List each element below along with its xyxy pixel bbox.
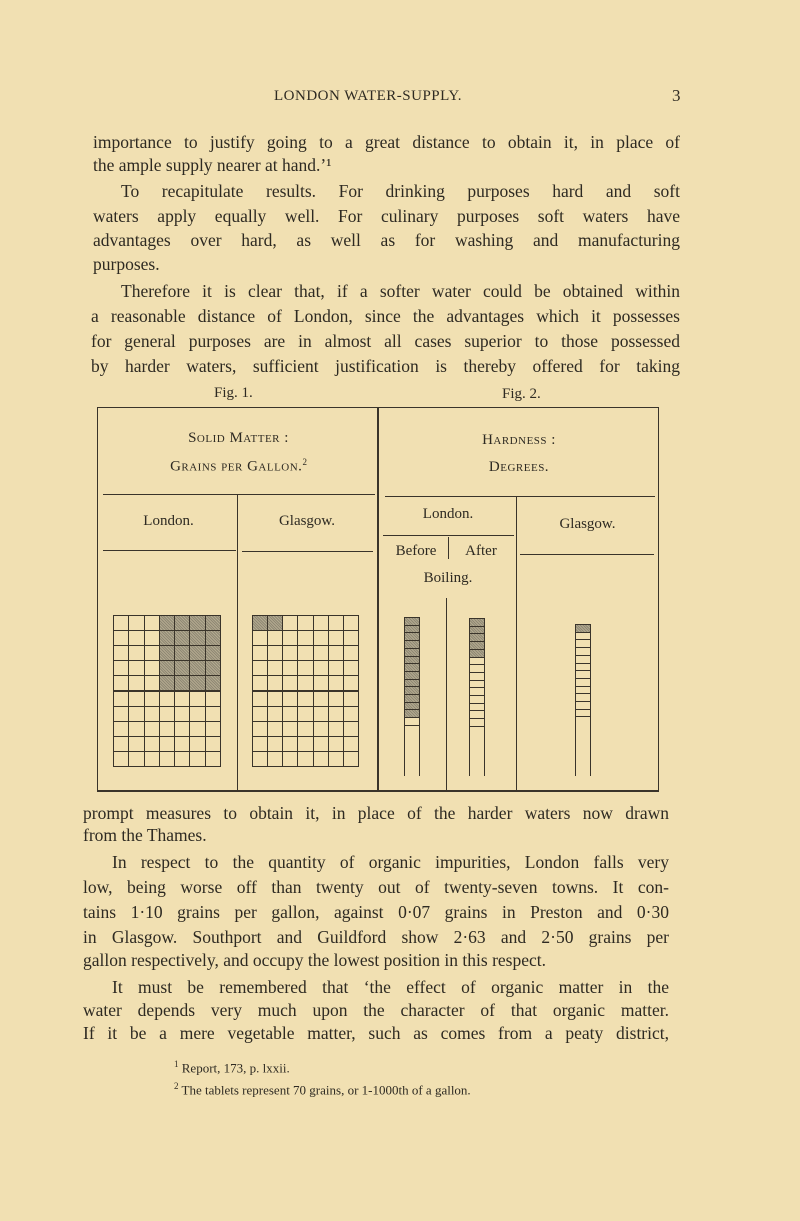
fig2-title-line2: Degrees. <box>488 459 550 475</box>
grid-cell <box>144 675 160 691</box>
grid-cell-shaded <box>174 675 190 691</box>
divider <box>448 537 449 559</box>
divider <box>520 554 654 555</box>
text-line: a reasonable distance of London, since the advantages which it possesses <box>91 306 680 326</box>
footnote-ref: 2 <box>302 457 307 467</box>
grid-cell <box>328 675 344 691</box>
fig2-london-heading: London. <box>422 506 474 522</box>
grid-cell <box>328 706 344 722</box>
text-line: low, being worse off than twenty out of twenty-seven towns. It con- <box>83 877 669 897</box>
grid-cell <box>297 675 313 691</box>
grid-cell <box>313 751 329 767</box>
grid-cell <box>159 751 175 767</box>
grid-cell <box>252 675 268 691</box>
grid-cell <box>189 736 205 752</box>
divider <box>237 494 238 791</box>
hardness-column-rail <box>419 733 420 777</box>
text-line: If it be a mere vegetable matter, such as comes from a peaty district, <box>83 1023 669 1043</box>
grid-cell <box>113 706 129 722</box>
grid-cell <box>328 691 344 707</box>
grid-cell-shaded <box>205 630 221 646</box>
grid-cell <box>205 736 221 752</box>
grid-cell <box>174 706 190 722</box>
fig1-title-line2: Grains per Gallon. <box>170 458 303 475</box>
grid-cell <box>189 751 205 767</box>
fig2-glasgow-heading: Glasgow. <box>559 516 616 532</box>
grid-cell-shaded <box>159 660 175 676</box>
grid-cell <box>128 691 144 707</box>
grid-cell <box>144 751 160 767</box>
grid-cell <box>252 691 268 707</box>
grid-cell <box>313 630 329 646</box>
grid-cell-shaded <box>159 630 175 646</box>
grid-cell <box>343 691 359 707</box>
grid-cell <box>113 630 129 646</box>
grid-cell <box>328 645 344 661</box>
hardness-segment <box>404 725 420 734</box>
hardness-column-glasgow <box>575 624 591 776</box>
text-line: In respect to the quantity of organic impurities, London falls very <box>112 852 669 872</box>
grid-cell <box>313 736 329 752</box>
grid-cell <box>144 615 160 631</box>
before-label: Before <box>395 543 437 559</box>
footnote-2 <box>174 1081 471 1098</box>
footnote-mark: 1 <box>174 1059 179 1069</box>
text-line: gallon respectively, and occupy the lowest position in this respect. <box>83 950 546 970</box>
divider <box>446 598 447 791</box>
grid-cell-shaded <box>252 615 268 631</box>
grid-cell <box>174 736 190 752</box>
grid-cell <box>113 721 129 737</box>
grid-cell <box>267 675 283 691</box>
grid-cell <box>267 751 283 767</box>
grid-cell <box>297 615 313 631</box>
grid-cell <box>128 630 144 646</box>
grid-cell <box>128 721 144 737</box>
grid-cell <box>267 645 283 661</box>
grid-cell <box>297 706 313 722</box>
grid-cell <box>144 721 160 737</box>
text-line: the ample supply nearer at hand.’¹ <box>93 155 332 175</box>
grid-cell <box>252 721 268 737</box>
fig1-title <box>100 430 377 476</box>
fig1-label: Fig. 1. <box>214 385 253 401</box>
grid-cell <box>128 615 144 631</box>
divider <box>103 494 375 495</box>
grid-cell <box>128 645 144 661</box>
text-line: It must be remembered that ‘the effect of organic matter in the <box>112 977 669 997</box>
grid-cell <box>189 691 205 707</box>
grid-cell <box>267 660 283 676</box>
grid-cell <box>328 660 344 676</box>
grid-cell <box>343 736 359 752</box>
grid-cell <box>174 721 190 737</box>
grid-cell <box>113 691 129 707</box>
after-label: After <box>465 543 497 559</box>
grid-cell <box>282 675 298 691</box>
grid-cell-shaded <box>174 660 190 676</box>
grid-cell <box>252 736 268 752</box>
grid-cell <box>282 615 298 631</box>
grid-cell-shaded <box>205 675 221 691</box>
grid-cell <box>144 645 160 661</box>
divider <box>103 550 236 551</box>
grid-cell-shaded <box>267 615 283 631</box>
grid-cell <box>128 675 144 691</box>
grid-cell <box>205 706 221 722</box>
grid-cell <box>328 736 344 752</box>
hardness-column-london-after <box>469 618 485 776</box>
hardness-column-rail <box>404 733 405 777</box>
text-line: for general purposes are in almost all cases superior to those possessed <box>91 331 680 351</box>
grid-cell <box>313 660 329 676</box>
grid-cell-shaded <box>189 615 205 631</box>
grid-cell <box>313 691 329 707</box>
grid-cell <box>189 721 205 737</box>
hardness-column-rail <box>469 734 470 777</box>
grid-cell-shaded <box>189 675 205 691</box>
grid-cell <box>205 721 221 737</box>
footnote-mark: 2 <box>174 1081 179 1091</box>
fig1-title-line1: Solid Matter : <box>188 430 289 446</box>
divider <box>377 407 379 791</box>
grid-cell <box>343 721 359 737</box>
hardness-column-rail <box>590 724 591 776</box>
grid-cell <box>282 691 298 707</box>
grid-cell-shaded <box>174 630 190 646</box>
grid-cell-shaded <box>159 675 175 691</box>
grid-cell <box>113 675 129 691</box>
text-line: importance to justify going to a great distance to obtain it, in place of <box>93 132 680 152</box>
grid-cell <box>297 660 313 676</box>
london-solid-matter-grid <box>113 615 220 766</box>
running-title: LONDON WATER-SUPPLY. <box>274 88 462 104</box>
divider <box>658 407 659 791</box>
text-line: by harder waters, sufficient justification is thereby offered for taking <box>91 356 680 376</box>
grid-cell <box>159 721 175 737</box>
grid-cell <box>343 660 359 676</box>
grid-cell <box>174 751 190 767</box>
grid-cell <box>113 615 129 631</box>
page-number: 3 <box>672 86 681 105</box>
grid-cell <box>297 721 313 737</box>
grid-cell <box>313 615 329 631</box>
fig1-glasgow-heading: Glasgow. <box>278 513 336 529</box>
grid-cell <box>252 751 268 767</box>
grid-cell-shaded <box>174 645 190 661</box>
grid-cell <box>282 660 298 676</box>
grid-cell <box>252 660 268 676</box>
grid-cell <box>343 706 359 722</box>
boiling-label: Boiling. <box>423 570 473 586</box>
grid-cell <box>159 736 175 752</box>
grid-cell <box>343 615 359 631</box>
grid-cell <box>328 615 344 631</box>
footnote-text: Report, 173, p. lxxii. <box>181 1060 290 1076</box>
grid-cell <box>313 675 329 691</box>
divider <box>242 551 373 552</box>
grid-cell <box>267 721 283 737</box>
footnote-text: The tablets represent 70 grains, or 1-1000th of a gallon. <box>181 1082 471 1098</box>
text-line: waters apply equally well. For culinary purposes soft waters have <box>93 206 680 226</box>
grid-cell <box>343 645 359 661</box>
grid-cell <box>144 660 160 676</box>
grid-cell <box>267 736 283 752</box>
footnote-1 <box>174 1059 290 1076</box>
grid-cell <box>128 660 144 676</box>
grid-cell <box>159 691 175 707</box>
grid-cell <box>252 706 268 722</box>
grid-cell <box>252 645 268 661</box>
grid-cell <box>297 645 313 661</box>
grid-cell <box>159 706 175 722</box>
grid-cell <box>144 736 160 752</box>
grid-cell <box>144 706 160 722</box>
grid-cell <box>313 645 329 661</box>
hardness-column-london-before <box>404 617 420 776</box>
grid-cell <box>343 751 359 767</box>
grid-cell <box>328 721 344 737</box>
hardness-column-rail <box>575 724 576 776</box>
grid-cell-shaded <box>189 630 205 646</box>
divider <box>516 496 517 791</box>
grid-cell <box>343 630 359 646</box>
divider <box>385 496 655 497</box>
grid-cell <box>128 751 144 767</box>
glasgow-solid-matter-grid <box>252 615 358 766</box>
grid-cell <box>205 691 221 707</box>
grid-cell <box>113 645 129 661</box>
fig2-title <box>380 432 658 476</box>
grid-cell-shaded <box>159 645 175 661</box>
grid-cell <box>328 630 344 646</box>
text-line: from the Thames. <box>83 825 207 845</box>
grid-cell <box>328 751 344 767</box>
grid-cell <box>343 675 359 691</box>
grid-cell <box>282 736 298 752</box>
grid-cell-shaded <box>205 660 221 676</box>
grid-cell <box>282 645 298 661</box>
grid-cell-shaded <box>189 645 205 661</box>
grid-cell <box>128 706 144 722</box>
grid-cell-shaded <box>189 660 205 676</box>
grid-cell <box>313 706 329 722</box>
grid-cell <box>205 751 221 767</box>
grid-cell <box>144 630 160 646</box>
grid-cell <box>267 691 283 707</box>
fig1-london-heading: London. <box>143 513 194 529</box>
grid-cell <box>113 736 129 752</box>
grid-cell-shaded <box>205 645 221 661</box>
divider <box>383 535 514 536</box>
text-line: water depends very much upon the character of that organic matter. <box>83 1000 669 1020</box>
grid-cell <box>297 736 313 752</box>
grid-cell-shaded <box>174 615 190 631</box>
grid-cell <box>113 751 129 767</box>
fig2-label: Fig. 2. <box>502 386 541 402</box>
grid-cell <box>267 630 283 646</box>
grid-cell <box>297 630 313 646</box>
text-line: tains 1·10 grains per gallon, against 0·07 grains in Preston and 0·30 <box>83 902 669 922</box>
grid-cell <box>252 630 268 646</box>
grid-cell <box>297 751 313 767</box>
grid-cell <box>282 721 298 737</box>
grid-cell <box>189 706 205 722</box>
grid-cell <box>113 660 129 676</box>
text-line: in Glasgow. Southport and Guildford show 2·63 and 2·50 grains per <box>83 927 669 947</box>
hardness-segment <box>469 726 485 735</box>
grid-cell <box>267 706 283 722</box>
grid-cell <box>128 736 144 752</box>
grid-cell <box>174 691 190 707</box>
text-line: To recapitulate results. For drinking purposes hard and soft <box>121 181 680 201</box>
grid-cell <box>282 706 298 722</box>
grid-cell <box>144 691 160 707</box>
grid-cell <box>282 751 298 767</box>
text-line: Therefore it is clear that, if a softer water could be obtained within <box>121 281 680 301</box>
text-line: prompt measures to obtain it, in place of the harder waters now drawn <box>83 803 669 823</box>
divider <box>97 407 98 791</box>
grid-cell <box>282 630 298 646</box>
text-line: advantages over hard, as well as for washing and manufacturing <box>93 230 680 250</box>
grid-cell <box>313 721 329 737</box>
grid-cell <box>297 691 313 707</box>
fig2-title-line1: Hardness : <box>482 432 556 448</box>
hardness-column-rail <box>484 734 485 777</box>
text-line: purposes. <box>93 254 160 274</box>
grid-cell-shaded <box>159 615 175 631</box>
grid-cell-shaded <box>205 615 221 631</box>
hardness-segment <box>575 716 591 725</box>
